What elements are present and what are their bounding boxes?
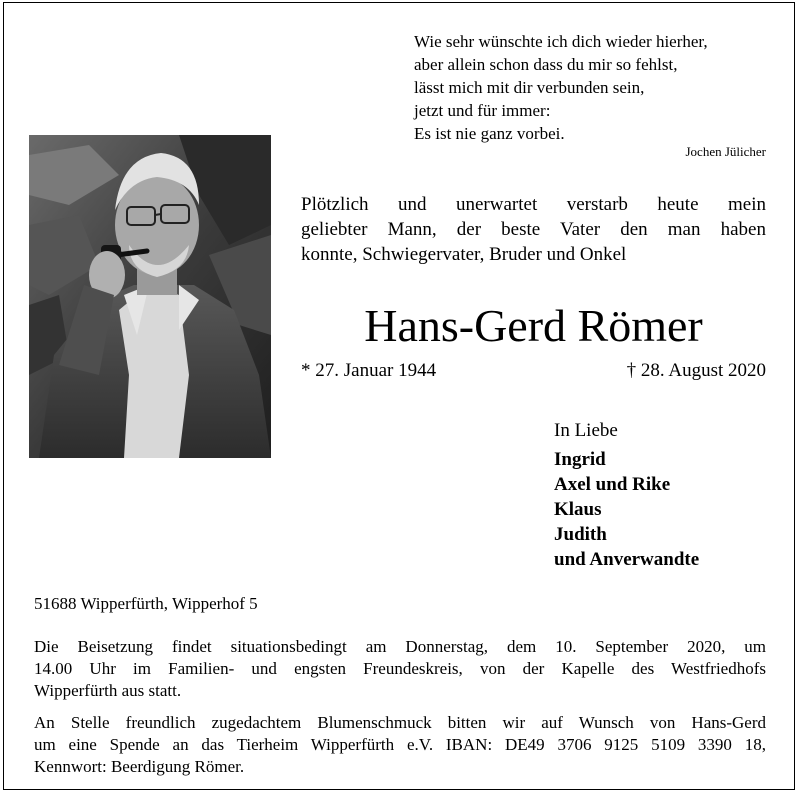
address: 51688 Wipperfürth, Wipperhof 5 <box>34 594 258 613</box>
mourner-name: Judith <box>554 524 607 545</box>
intro-text <box>301 192 766 267</box>
donation-notice <box>34 712 766 778</box>
in-liebe-label: In Liebe <box>554 420 618 441</box>
poem-line: lässt mich mit dir verbunden sein, <box>414 78 645 97</box>
funeral-notice-line: Wipperfürth aus statt. <box>34 681 182 700</box>
mourner-name: Ingrid <box>554 449 606 470</box>
intro-line: geliebter Mann, der beste Vater den man haben <box>301 219 766 240</box>
poem-author: Jochen Jülicher <box>685 144 766 159</box>
birth-date: * 27. Januar 1944 <box>301 360 437 381</box>
funeral-notice <box>34 636 766 702</box>
mourners-list <box>554 418 699 572</box>
donation-notice-line: An Stelle freundlich zugedachtem Blumenschmuck bitten wir auf Wunsch von Hans-Gerd <box>34 713 766 732</box>
poem-line: aber allein schon dass du mir so fehlst, <box>414 55 678 74</box>
poem-line: Wie sehr wünschte ich dich wieder hierher, <box>414 32 708 51</box>
portrait-photo <box>29 135 271 458</box>
intro-line: Plötzlich und unerwartet verstarb heute mein <box>301 194 766 215</box>
mourner-name: und Anverwandte <box>554 549 700 570</box>
deceased-name: Hans-Gerd Römer <box>364 300 703 351</box>
poem <box>414 30 774 145</box>
intro-line: konnte, Schwiegervater, Bruder und Onkel <box>301 244 627 265</box>
mourner-name: Axel und Rike <box>554 474 671 495</box>
mourner-name: Klaus <box>554 499 602 520</box>
poem-line: Es ist nie ganz vorbei. <box>414 124 565 143</box>
donation-notice-line: um eine Spende an das Tierheim Wipperfürth e.V. IBAN: DE49 3706 9125 5109 3390 18, <box>34 735 766 754</box>
poem-line: jetzt und für immer: <box>414 101 551 120</box>
funeral-notice-line: 14.00 Uhr im Familien- und engsten Freundeskreis, von der Kapelle des Westfriedhofs <box>34 659 766 678</box>
funeral-notice-line: Die Beisetzung findet situationsbedingt am Donnerstag, dem 10. September 2020, um <box>34 637 766 656</box>
donation-notice-line: Kennwort: Beerdigung Römer. <box>34 757 245 776</box>
death-date: † 28. August 2020 <box>626 360 766 381</box>
